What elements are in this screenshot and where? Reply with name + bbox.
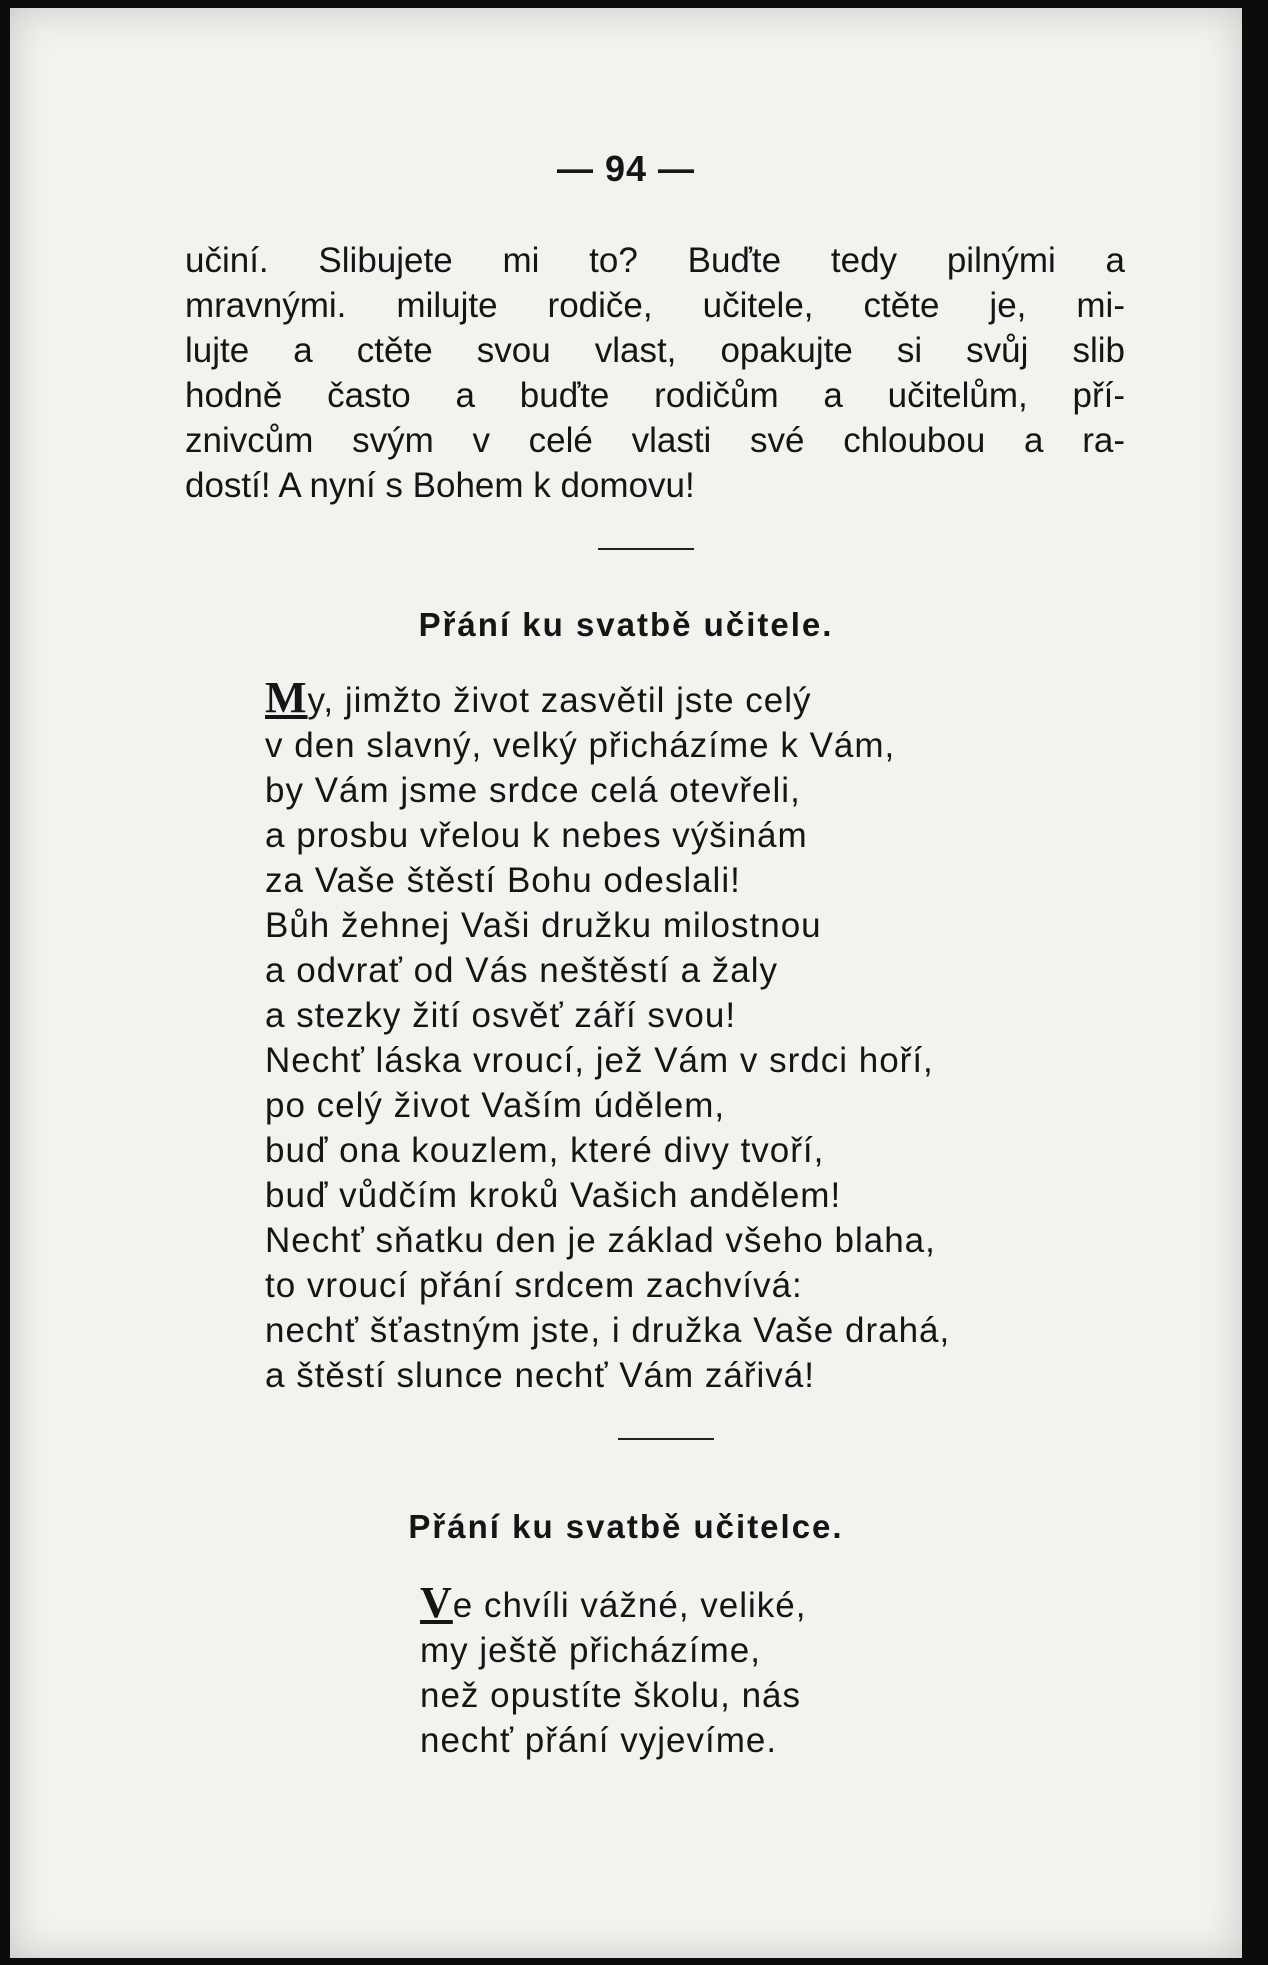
section-title: Přání ku svatbě učitelce.: [408, 1508, 844, 1545]
prose-line: učiní. Slibujete mi to? Buďte tedy pilnými a: [185, 241, 1125, 280]
book-page: [10, 8, 1242, 1958]
poem-line: a prosbu vřelou k nebes výšinám: [265, 816, 808, 855]
section-divider: [618, 1438, 714, 1440]
poem-line: Nechť sňatku den je základ všeho blaha,: [265, 1221, 936, 1260]
poem-line: a štěstí slunce nechť Vám zářivá!: [265, 1356, 815, 1395]
poem-line: v den slavný, velký přicházíme k Vám,: [265, 726, 896, 765]
poem-line: to vroucí přání srdcem zachvívá:: [265, 1266, 803, 1305]
poem-line: by Vám jsme srdce celá otevřeli,: [265, 771, 801, 810]
poem-line: my ještě přicházíme,: [420, 1631, 761, 1670]
drop-cap: M: [265, 673, 308, 722]
poem-line: nechť přání vyjevíme.: [420, 1721, 778, 1760]
poem-line: buď vůdčím kroků Vašich andělem!: [265, 1176, 842, 1215]
poem-line: Ve chvíli vážné, veliké,: [420, 1578, 807, 1627]
poem-line: Nechť láska vroucí, jež Vám v srdci hoří,: [265, 1041, 934, 1080]
prose-line: lujte a ctěte svou vlast, opakujte si svůj slib: [185, 331, 1125, 370]
drop-cap: V: [420, 1578, 453, 1627]
poem-line: než opustíte školu, nás: [420, 1676, 801, 1715]
poem-line: My, jimžto život zasvětil jste celý: [265, 673, 812, 722]
prose-paragraph: [185, 238, 1125, 508]
section-divider: [598, 548, 694, 550]
poem-wedding-female-teacher: [420, 1578, 807, 1763]
poem-line: a odvrať od Vás neštěstí a žaly: [265, 951, 779, 990]
poem-line: nechť šťastným jste, i družka Vaše drahá,: [265, 1311, 951, 1350]
poem-wedding-teacher: [265, 673, 951, 1398]
poem-line: Bůh žehnej Vaši družku milostnou: [265, 906, 822, 945]
prose-line: znivcům svým v celé vlasti své chloubou a ra-: [185, 421, 1125, 460]
section-title: Přání ku svatbě učitele.: [418, 606, 834, 643]
poem-line: po celý život Vaším údělem,: [265, 1086, 726, 1125]
prose-line: hodně často a buďte rodičům a učitelům, pří-: [185, 376, 1125, 415]
prose-line: mravnými. milujte rodiče, učitele, ctěte je, mi-: [185, 286, 1125, 325]
prose-line: dostí! A nyní s Bohem k domovu!: [185, 466, 695, 505]
page-number: — 94 —: [556, 148, 696, 189]
poem-line: a stezky žití osvěť září svou!: [265, 996, 737, 1035]
poem-line: buď ona kouzlem, které divy tvoří,: [265, 1131, 825, 1170]
poem-line: za Vaše štěstí Bohu odeslali!: [265, 861, 741, 900]
